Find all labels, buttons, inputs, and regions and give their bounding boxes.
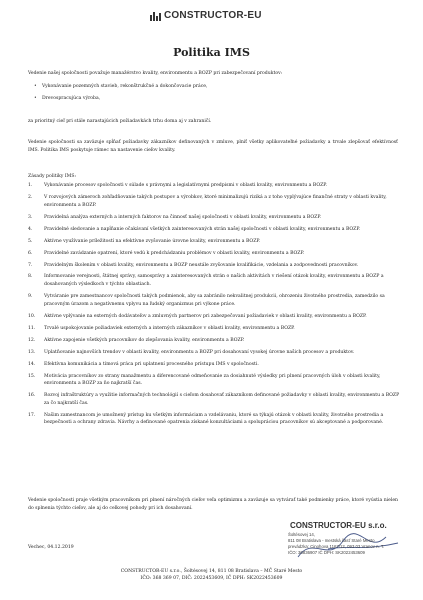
stamp-line: prevádzka: Cinohova 1167/12, 093 03 Vranov n. T. [288, 544, 385, 549]
list-number: 12. [28, 337, 36, 343]
list-text: Našim zamestnancom je umožnený prístup ku všetkým informáciam a vzdelávaniu, ktoré sa týkajú otázok v oblasti kvality, životného prostredia a bezpečnosti a ochrany zdravia. Návrhy a definované opatrenia získané konzultáciami a spolupráciou pracovníkov sú akceptované a podporované. [44, 412, 384, 426]
list-number: 9. [28, 294, 33, 300]
list-text: Efektívna komunikácia a tímová práca pri uplatnení procesného prístupu IMS v spoločnosti. [44, 361, 259, 367]
stamp-line: IČO: 36836907 IČ DPH: SK2022453609 [288, 550, 365, 555]
list-number: 14. [28, 361, 36, 367]
list-number: 2. [28, 194, 33, 200]
list-number: 7. [28, 262, 33, 268]
footer-ids: IČO: 368 369 07, DIČ: 2022453609, IČ DPH: SK2022453609 [140, 576, 283, 581]
principles-heading: Zásady politiky IMS: [28, 174, 77, 179]
list-number: 11. [28, 325, 36, 331]
bullet-item: • Drevospracujúca výroba, [42, 95, 100, 103]
list-text: Pravidelná analýza externých a interných faktorov na činnosť našej spoločnosti v oblasti kvality, environmentu a BOZP. [44, 214, 321, 220]
logo-mark-icon [150, 11, 161, 21]
list-text: Pravidelným školením v oblasti kvality, environmentu a BOZP neustále zvyšovanie kvalifikácie, vzdelania a zodpovednosti pracovníkov. [44, 262, 359, 268]
intro-paragraph: Vedenie našej spoločnosti považuje manažérstvo kvality, environmentu a BOZP pri zabezpečovaní produktov: [28, 71, 283, 76]
list-text: Aktívne zapojenie všetkých pracovníkov do zlepšovania kvality, environmentu a BOZP. [44, 337, 245, 343]
list-text: Pravidelné zavádzanie opatrení, ktoré vedú k predchádzaniu problémov v oblasti kvality, environmentu a BOZP. [44, 250, 305, 256]
company-stamp [268, 521, 418, 567]
list-text: Uplatňovanie najnovších trendov v oblasti kvality, environmentu a BOZP pri dosahovaní vysokej úrovne našich procesov a produktov. [44, 349, 355, 355]
stamp-line: 811 08 Bratislava - mestská časť Staré Mesto [288, 538, 375, 543]
list-item [28, 373, 403, 388]
list-number: 6. [28, 250, 33, 256]
list-item [28, 349, 403, 357]
company-logo [150, 10, 262, 21]
list-item [28, 361, 403, 369]
list-item [28, 238, 403, 246]
list-number: 1. [28, 183, 33, 188]
list-text: Motivácia pracovníkov zo strany manažmentu a diferencované odmeňovanie za dosiahnuté výsledky pri plnení pracovných úloh v oblasti kvality, environmentu a BOZP za ňo najkratší čas. [44, 373, 381, 387]
list-number: 10. [28, 313, 36, 319]
list-number: 13. [28, 349, 36, 355]
list-number: 16. [28, 393, 36, 399]
list-text: Informovanie verejnosti, štátnej správy, samosprávy a zainteresovaných strán o našich aktivitách v riešení otázok kvality, environmentu a BOZP a dosahovaných výsledkoch v týchto oblastiach. [44, 274, 384, 288]
list-text: Vytváranie pre zamestnancov spoločnosti takých podmienok, aby sa zabránilo nekvalitnej produkcii, ohrozeniu životného prostredia, zamedzilo sa pracovným úrazom a negatívnemu vplyvu na ľudský organizmus pri výkone práce. [44, 294, 385, 307]
list-item [28, 214, 403, 222]
list-item [28, 194, 403, 209]
footer-address: CONSTRUCTOR-EU s.r.o., Šoltésovej 14, 811 08 Bratislava – MČ Staré Mesto [120, 569, 303, 574]
list-item [28, 313, 403, 321]
document-title: Politika IMS [173, 46, 250, 59]
list-text: Rozvoj infraštruktúry a využitie informačných technológií s cieľom dosahovať zákazníkom definované požiadavky v oblasti kvality, environmentu a BOZP za čo najkratší čas. [44, 393, 400, 406]
logo-text: CONSTRUCTOR-EU [164, 10, 262, 21]
commitment-paragraph: Vedenie spoločnosti sa zaväzuje spĺňať požiadavky zákazníkov definovaných v zmluve, plniť všetky aplikovateľné požiadavky a trvale zlepšovať efektívnosť IMS. Politika IMS poskytuje rámec na nastavenie cieľov kvality. [28, 140, 398, 153]
list-item [28, 182, 403, 190]
closing-paragraph: Vedenie spoločnosti praje všetkým pracovníkom pri plnení náročných cieľov veľa optimizmu a zaväzuje sa vytvárať také podmienky práce, ktoré vyústia nielen do splnenia týchto cieľov, ale aj do celkovej pohody pri ich dosahovaní. [28, 498, 398, 511]
list-item [28, 325, 403, 333]
list-item [28, 273, 403, 288]
priority-paragraph: za prioritný cieľ pri stále narastajúcich požiadavkách trhu doma aj v zahraničí. [28, 119, 212, 124]
list-item [28, 412, 403, 427]
document-date: Vechec, 04.12.2019 [28, 545, 74, 550]
list-number: 8. [28, 274, 33, 280]
list-number: 4. [28, 226, 33, 232]
list-number: 15. [28, 373, 36, 379]
list-item [28, 337, 403, 345]
list-text: Vykonávanie procesov spoločnosti v súlade s právnymi a legislatívnymi predpismi v oblasti kvality, environmentu a BOZP. [44, 183, 327, 188]
stamp-line: Šoltésovej 14, [288, 532, 315, 537]
list-item [28, 392, 403, 407]
list-item [28, 226, 403, 234]
stamp-company-name: CONSTRUCTOR-EU s.r.o. [290, 521, 387, 530]
list-text: Aktívne využívanie príležitostí na efektívne zvyšovanie úrovne kvality, environmentu a BOZP. [44, 238, 261, 244]
list-text: Aktívne vplývanie na externých dodávateľov a zmluvných partnerov pri zabezpečovaní požiadaviek v oblasti kvality, environmentu a BOZP. [44, 313, 367, 319]
list-text: V rozvojových zámeroch zohľadňovanie takých postupov a výrobkov, ktoré minimalizujú riziká a z toho vyplývajúce finančné straty v oblasti kvality, environmentu a BOZP. [44, 194, 387, 208]
list-item [28, 262, 403, 270]
list-item [28, 293, 403, 308]
list-number: 17. [28, 412, 36, 418]
list-text: Pravidelné sledovanie a napĺňanie očakávaní všetkých zainteresovaných strán našej spoločnosti v oblasti kvality, environmentu a BOZP. [44, 226, 360, 232]
bullet-item: • Vykonávanie pozemných stavieb, rekonštrukčné a dokončovacie práce, [42, 83, 207, 91]
list-text: Trvalé uspokojovanie požiadaviek externých a interných zákazníkov v oblasti kvality, environmentu a BOZP. [44, 325, 295, 331]
list-item [28, 250, 403, 258]
list-number: 5. [28, 238, 33, 244]
list-number: 3. [28, 214, 33, 220]
principles-list [28, 182, 403, 431]
